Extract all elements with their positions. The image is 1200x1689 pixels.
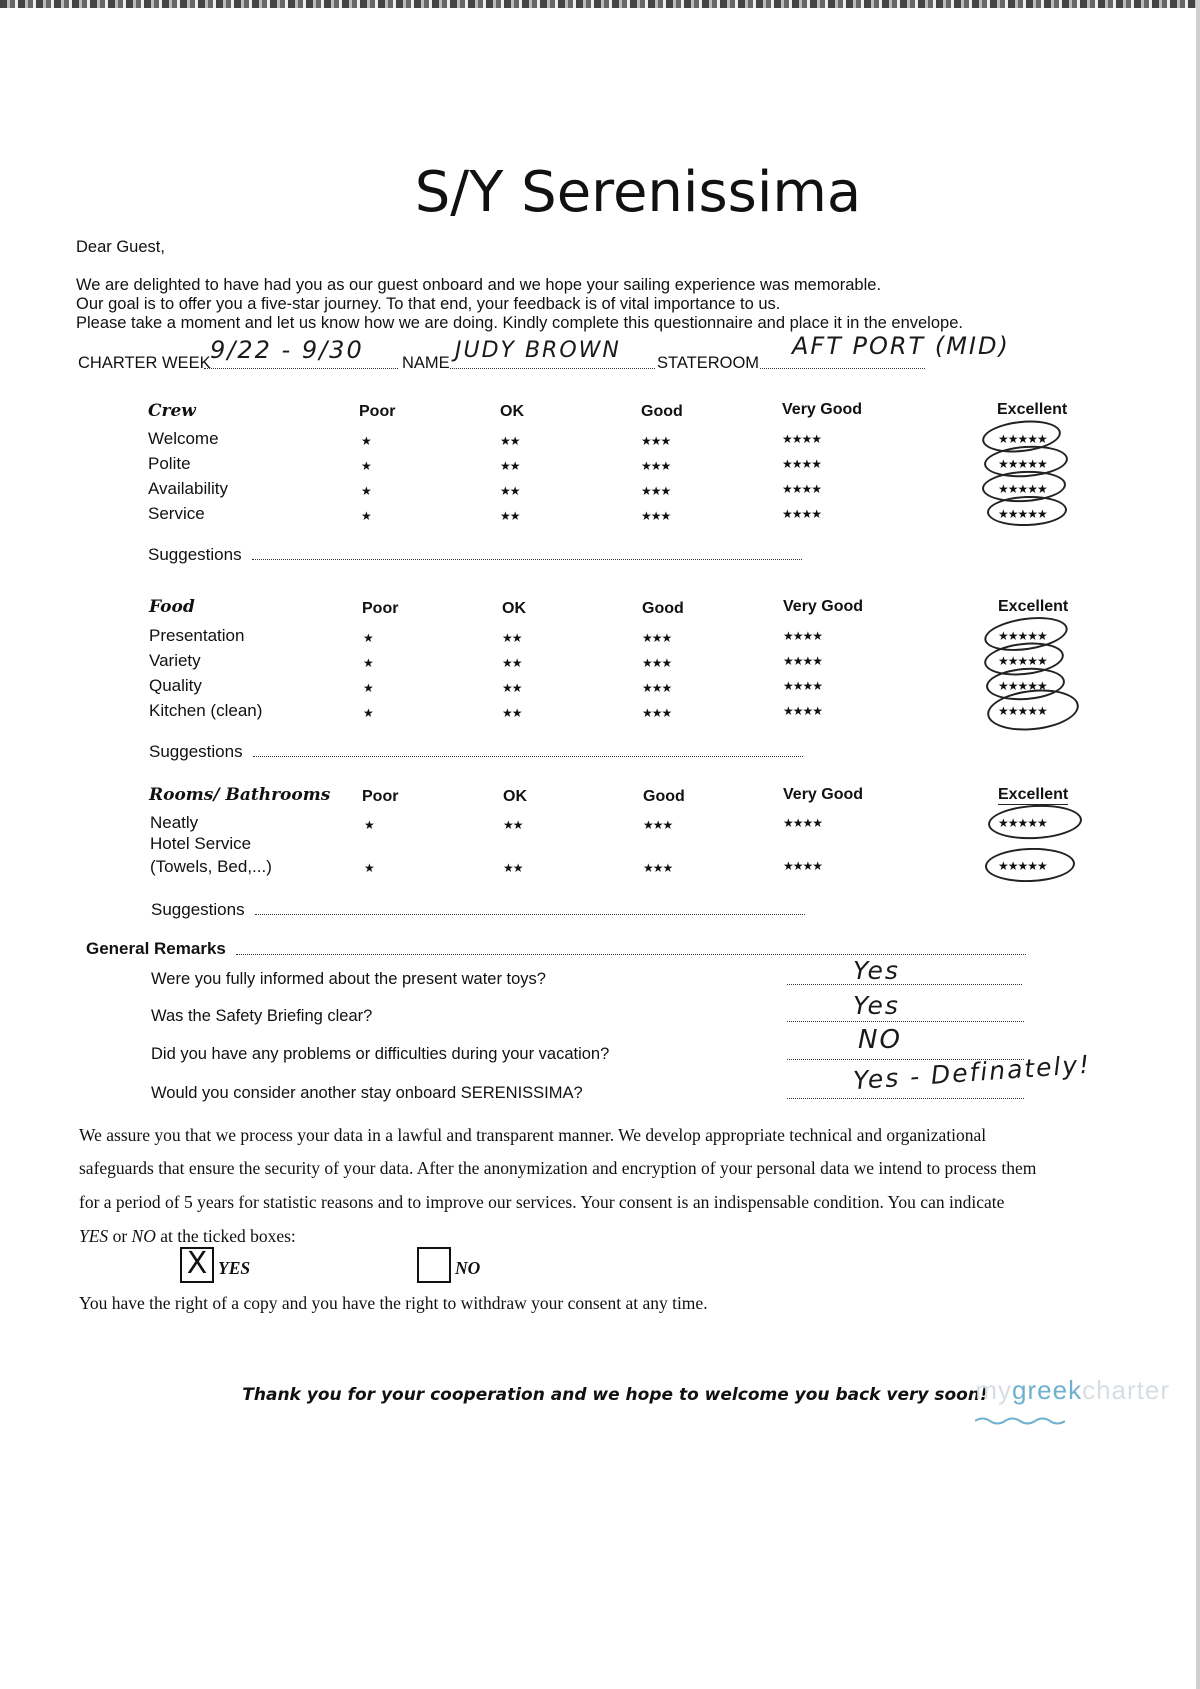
col-header-very-good: Very Good	[783, 786, 864, 803]
section-title-crew: Crew	[148, 401, 196, 421]
rating-item-polite: Polite	[148, 454, 191, 473]
consent-yes-label: YES	[218, 1258, 251, 1278]
star-4[interactable]: ★★★★	[783, 859, 823, 873]
rating-item-welcome: Welcome	[148, 429, 219, 448]
question-problems: Did you have any problems or difficulties during your vacation?	[151, 1045, 610, 1063]
page-title: S/Y Serenissima	[414, 160, 862, 225]
stateroom-value: AFT PORT (MID)	[792, 332, 1010, 360]
yes-word: YES	[79, 1226, 109, 1246]
col-header-excellent: Excellent	[998, 786, 1069, 803]
star-5[interactable]: ★★★★★	[998, 457, 1047, 471]
charter-week-label: CHARTER WEEK	[78, 354, 211, 372]
star-2[interactable]: ★★	[500, 459, 520, 473]
col-header-ok: OK	[500, 403, 524, 420]
star-3[interactable]: ★★★	[643, 818, 673, 832]
star-1[interactable]: ★	[363, 681, 373, 695]
intro-line-1: We are delighted to have had you as our guest onboard and we hope your sailing experience was memorable.	[76, 276, 882, 294]
consent-line-2: safeguards that ensure the security of your data. After the anonymization and encryption of your personal data we intend to process them	[79, 1158, 1037, 1178]
suggestions-line-food[interactable]	[253, 756, 803, 757]
suggestions-label-food: Suggestions	[149, 742, 243, 761]
col-header-ok: OK	[503, 788, 527, 805]
intro-line-3: Please take a moment and let us know how we are doing. Kindly complete this questionnaire and place it in the envelope.	[76, 314, 963, 332]
watermark-wave-icon	[975, 1416, 1065, 1426]
section-title-food: Food	[149, 597, 195, 617]
col-header-poor: Poor	[362, 600, 399, 617]
star-5[interactable]: ★★★★★	[998, 629, 1047, 643]
stateroom-label: STATEROOM	[657, 354, 760, 372]
section-title-rooms: Rooms/ Bathrooms	[149, 785, 331, 805]
star-1[interactable]: ★	[361, 509, 371, 523]
rating-item-availability: Availability	[148, 479, 229, 498]
greeting: Dear Guest,	[76, 238, 165, 256]
star-3[interactable]: ★★★	[643, 861, 673, 875]
star-4[interactable]: ★★★★	[782, 457, 822, 471]
star-5[interactable]: ★★★★★	[998, 654, 1047, 668]
rating-item-hotel-service: Hotel Service	[150, 834, 252, 853]
name-line	[450, 368, 655, 369]
charter-week-value: 9/22 - 9/30	[210, 336, 364, 364]
star-5[interactable]: ★★★★★	[998, 507, 1047, 521]
star-5[interactable]: ★★★★★	[998, 704, 1047, 718]
name-label: NAME	[402, 354, 450, 372]
col-header-good: Good	[643, 788, 685, 805]
ticked-boxes-text: at the ticked boxes:	[155, 1226, 296, 1246]
selection-circle	[987, 803, 1083, 842]
col-header-very-good: Very Good	[783, 598, 864, 615]
star-2[interactable]: ★★	[500, 509, 520, 523]
suggestions-line-crew[interactable]	[252, 559, 802, 560]
star-5[interactable]: ★★★★★	[998, 859, 1047, 873]
star-5[interactable]: ★★★★★	[998, 679, 1047, 693]
star-1[interactable]: ★	[363, 706, 373, 720]
star-3[interactable]: ★★★	[642, 656, 672, 670]
star-1[interactable]: ★	[363, 631, 373, 645]
rating-item-neatly: Neatly	[150, 813, 199, 832]
check-mark-x-icon: X	[186, 1246, 208, 1281]
star-2[interactable]: ★★	[502, 656, 522, 670]
star-1[interactable]: ★	[361, 459, 371, 473]
star-4[interactable]: ★★★★	[782, 507, 822, 521]
question-water-toys: Were you fully informed about the present water toys?	[151, 970, 546, 988]
answer-line[interactable]	[787, 1021, 1024, 1022]
intro-line-2: Our goal is to offer you a five-star journey. To that end, your feedback is of vital importance to us.	[76, 295, 781, 313]
col-header-poor: Poor	[362, 788, 399, 805]
star-3[interactable]: ★★★	[641, 434, 671, 448]
star-2[interactable]: ★★	[503, 818, 523, 832]
stateroom-line	[760, 368, 925, 369]
star-2[interactable]: ★★	[502, 631, 522, 645]
star-2[interactable]: ★★	[503, 861, 523, 875]
col-header-excellent: Excellent	[998, 598, 1069, 615]
star-4[interactable]: ★★★★	[782, 482, 822, 496]
star-5[interactable]: ★★★★★	[998, 482, 1047, 496]
suggestions-line-rooms[interactable]	[255, 914, 805, 915]
consent-no-checkbox[interactable]	[417, 1247, 451, 1283]
star-1[interactable]: ★	[361, 484, 371, 498]
star-4[interactable]: ★★★★	[783, 654, 823, 668]
star-5[interactable]: ★★★★★	[998, 432, 1047, 446]
suggestions-label-crew: Suggestions	[148, 545, 242, 564]
consent-yes-checkbox[interactable]	[180, 1247, 214, 1283]
charter-week-line	[204, 368, 398, 369]
rating-item-quality: Quality	[149, 676, 202, 695]
star-2[interactable]: ★★	[500, 484, 520, 498]
star-4[interactable]: ★★★★	[783, 704, 823, 718]
consent-line-3: for a period of 5 years for statistic reasons and to improve our services. Your consent is an indispensable condition. You can indicate	[79, 1192, 1005, 1212]
col-header-excellent: Excellent	[997, 401, 1068, 418]
rating-item-kitchen: Kitchen (clean)	[149, 701, 263, 720]
star-3[interactable]: ★★★	[641, 484, 671, 498]
star-1[interactable]: ★	[363, 656, 373, 670]
scan-top-edge	[0, 0, 1200, 8]
answer-line[interactable]	[787, 1098, 1024, 1099]
star-3[interactable]: ★★★	[642, 681, 672, 695]
consent-no-label: NO	[455, 1258, 481, 1278]
answer-safety-briefing: Yes	[853, 991, 900, 1020]
star-1[interactable]: ★	[364, 861, 374, 875]
rating-item-towels-bed: (Towels, Bed,...)	[150, 857, 272, 876]
rating-item-variety: Variety	[149, 651, 201, 670]
star-4[interactable]: ★★★★	[783, 629, 823, 643]
col-header-poor: Poor	[359, 403, 396, 420]
general-remarks-label: General Remarks	[86, 939, 226, 958]
thank-you-message: Thank you for your cooperation and we hope to welcome you back very soon!	[242, 1385, 988, 1405]
consent-line-1: We assure you that we process your data in a lawful and transparent manner. We develop appropriate technical and organizational	[79, 1125, 987, 1145]
answer-problems: NO	[858, 1025, 902, 1055]
rating-item-service: Service	[148, 504, 205, 523]
or-word: or	[108, 1226, 132, 1246]
scan-right-edge	[1196, 0, 1200, 1689]
star-2[interactable]: ★★	[502, 681, 522, 695]
col-header-good: Good	[642, 600, 684, 617]
star-2[interactable]: ★★	[500, 434, 520, 448]
star-3[interactable]: ★★★	[642, 631, 672, 645]
star-4[interactable]: ★★★★	[782, 432, 822, 446]
no-word: NO	[131, 1226, 156, 1246]
question-another-stay: Would you consider another stay onboard SERENISSIMA?	[151, 1084, 583, 1102]
general-remarks-line[interactable]	[236, 954, 1026, 955]
col-header-good: Good	[641, 403, 683, 420]
answer-another-stay: Yes - Definately!	[852, 1049, 1093, 1096]
star-5[interactable]: ★★★★★	[998, 816, 1047, 830]
selection-circle	[984, 846, 1075, 883]
consent-line-4	[79, 1226, 296, 1247]
star-3[interactable]: ★★★	[641, 459, 671, 473]
answer-water-toys: Yes	[853, 956, 900, 985]
star-1[interactable]: ★	[361, 434, 371, 448]
star-1[interactable]: ★	[364, 818, 374, 832]
question-safety-briefing: Was the Safety Briefing clear?	[151, 1007, 373, 1025]
rating-item-presentation: Presentation	[149, 626, 245, 645]
star-4[interactable]: ★★★★	[783, 679, 823, 693]
star-4[interactable]: ★★★★	[783, 816, 823, 830]
name-value: JUDY BROWN	[455, 338, 621, 363]
suggestions-label-rooms: Suggestions	[151, 900, 245, 919]
star-3[interactable]: ★★★	[641, 509, 671, 523]
col-header-ok: OK	[502, 600, 526, 617]
consent-rights: You have the right of a copy and you have the right to withdraw your consent at any time.	[79, 1293, 708, 1313]
watermark-logo: mygreekcharter	[975, 1375, 1170, 1405]
answer-line[interactable]	[787, 984, 1022, 985]
col-header-very-good: Very Good	[782, 401, 863, 418]
star-3[interactable]: ★★★	[642, 706, 672, 720]
star-2[interactable]: ★★	[502, 706, 522, 720]
